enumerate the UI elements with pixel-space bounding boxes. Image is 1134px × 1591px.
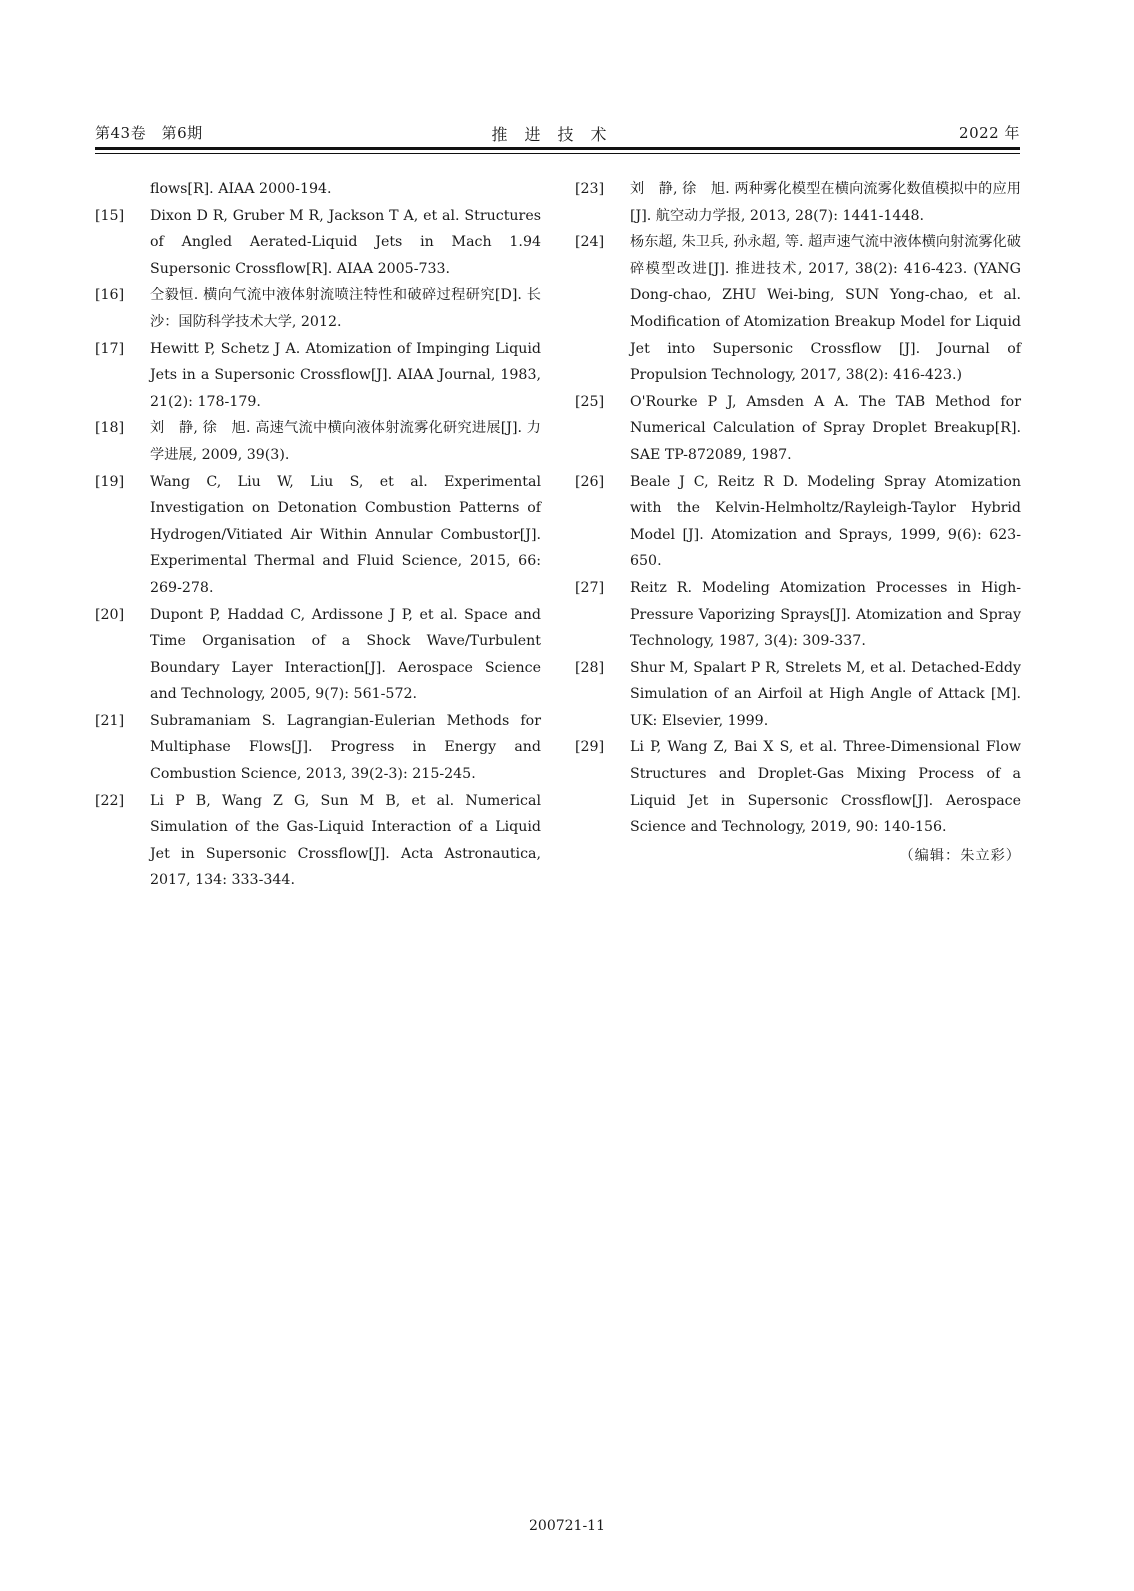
reference-continuation: flows[R]. AIAA 2000-194. — [150, 181, 332, 197]
reference-entry — [95, 203, 541, 283]
volume-issue: 第43卷 第6期 — [95, 124, 203, 142]
reference-number: [25] — [575, 393, 605, 410]
reference-entry — [95, 336, 541, 416]
reference-number: [24] — [575, 234, 605, 251]
reference-number: [26] — [575, 473, 605, 490]
reference-text: Hewitt P, Schetz J A. Atomization of Impinging Liquid Jets in a Supersonic Crossflow[J]. AIAA Journal, 1983, 21(2): 178-179. — [150, 340, 541, 410]
reference-number: [23] — [575, 181, 605, 197]
reference-text: Shur M, Spalart P R, Strelets M, et al. Detached-Eddy Simulation of an Airfoil at High Angle of Attack [M]. UK: Elsevier, 1999. — [630, 659, 1021, 729]
header-rule-thick — [95, 147, 1020, 150]
reference-text: 刘 静, 徐 旭. 高速气流中横向液体射流雾化研究进展[J]. 力学进展, 2009, 39(3). — [150, 420, 541, 463]
reference-text: Subramaniam S. Lagrangian-Eulerian Methods for Multiphase Flows[J]. Progress in Energy and Combustion Science, 2013, 39(2-3): 215-245. — [150, 712, 541, 783]
reference-number: [27] — [575, 579, 605, 596]
reference-text: 杨东超, 朱卫兵, 孙永超, 等. 超声速气流中液体横向射流雾化破碎模型改进[J]. 推进技术, 2017, 38(2): 416-423. (YANG Dong-chao, ZHU Wei-bing, SUN Yong-chao, et al. Modification of Atomization Breakup Model for Liquid Jet into Supersonic Crossflow [J]. Journal of Propulsion Technology, 2017, 38(2): 416-423.) — [630, 234, 1021, 384]
reference-number: [19] — [95, 473, 125, 490]
reference-number: [20] — [95, 606, 125, 623]
reference-entry — [95, 415, 541, 468]
reference-entry — [575, 469, 1021, 575]
reference-number: [16] — [95, 287, 125, 304]
header-year: 2022 年 — [959, 124, 1020, 142]
reference-text: Reitz R. Modeling Atomization Processes in High-Pressure Vaporizing Sprays[J]. Atomization and Spray Technology, 1987, 3(4): 309-337. — [630, 579, 1021, 650]
references-right-column — [575, 176, 1021, 869]
reference-text: O'Rourke P J, Amsden A A. The TAB Method for Numerical Calculation of Spray Droplet Breakup[R]. SAE TP-872089, 1987. — [630, 393, 1021, 463]
page-footer-id: 200721-11 — [529, 1518, 605, 1534]
reference-text: Dupont P, Haddad C, Ardissone J P, et al. Space and Time Organisation of a Shock Wave/Turbulent Boundary Layer Interaction[J]. Aerospace Science and Technology, 2005, 9(7): 561-572. — [150, 606, 541, 703]
reference-entry — [95, 788, 541, 894]
reference-entry — [95, 282, 541, 335]
reference-text: Beale J C, Reitz R D. Modeling Spray Atomization with the Kelvin-Helmholtz/Rayleigh-Taylor Hybrid Model [J]. Atomization and Sprays, 1999, 9(6): 623-650. — [630, 473, 1021, 570]
reference-entry — [575, 176, 1021, 229]
reference-entry — [575, 575, 1021, 655]
reference-number: [18] — [95, 420, 125, 437]
reference-entry — [95, 469, 541, 602]
reference-text: Li P, Wang Z, Bai X S, et al. Three-Dimensional Flow Structures and Droplet-Gas Mixing Process of a Liquid Jet in Supersonic Crossflow[J]. Aerospace Science and Technology, 2019, 90: 140-156. — [630, 739, 1021, 836]
reference-entry — [575, 229, 1021, 389]
reference-entry — [575, 655, 1021, 735]
reference-number: [28] — [575, 659, 605, 676]
reference-entry — [95, 708, 541, 788]
reference-number: [17] — [95, 340, 125, 357]
reference-number: [22] — [95, 792, 125, 809]
reference-text: 仝毅恒. 横向气流中液体射流喷注特性和破碎过程研究[D]. 长沙：国防科学技术大学, 2012. — [150, 287, 541, 330]
reference-text: 刘 静, 徐 旭. 两种雾化模型在横向流雾化数值模拟中的应用[J]. 航空动力学报, 2013, 28(7): 1441-1448. — [630, 181, 1021, 224]
running-header — [95, 118, 1020, 146]
reference-text: Wang C, Liu W, Liu S, et al. Experimental Investigation on Detonation Combustion Patterns of Hydrogen/Vitiated Air Within Annular Combustor[J]. Experimental Thermal and Fluid Science, 2015, 66: 269-278. — [150, 473, 541, 596]
references-left-column — [95, 176, 541, 894]
journal-title: 推进技术 — [491, 125, 624, 144]
reference-entry — [95, 602, 541, 708]
reference-number: [21] — [95, 712, 125, 729]
reference-entry — [575, 389, 1021, 469]
reference-text: Li P B, Wang Z G, Sun M B, et al. Numerical Simulation of the Gas-Liquid Interaction of a Liquid Jet in Supersonic Crossflow[J]. Acta Astronautica, 2017, 134: 333-344. — [150, 792, 541, 889]
reference-text: Dixon D R, Gruber M R, Jackson T A, et al. Structures of Angled Aerated-Liquid Jets in Mach 1.94 Supersonic Crossflow[R]. AIAA 2005-733. — [150, 207, 541, 277]
reference-number: [15] — [95, 207, 125, 224]
reference-entry — [575, 734, 1021, 840]
editor-note: （编辑：朱立彩） — [899, 847, 1021, 864]
reference-number: [29] — [575, 739, 605, 756]
header-rule-thin — [95, 153, 1020, 154]
